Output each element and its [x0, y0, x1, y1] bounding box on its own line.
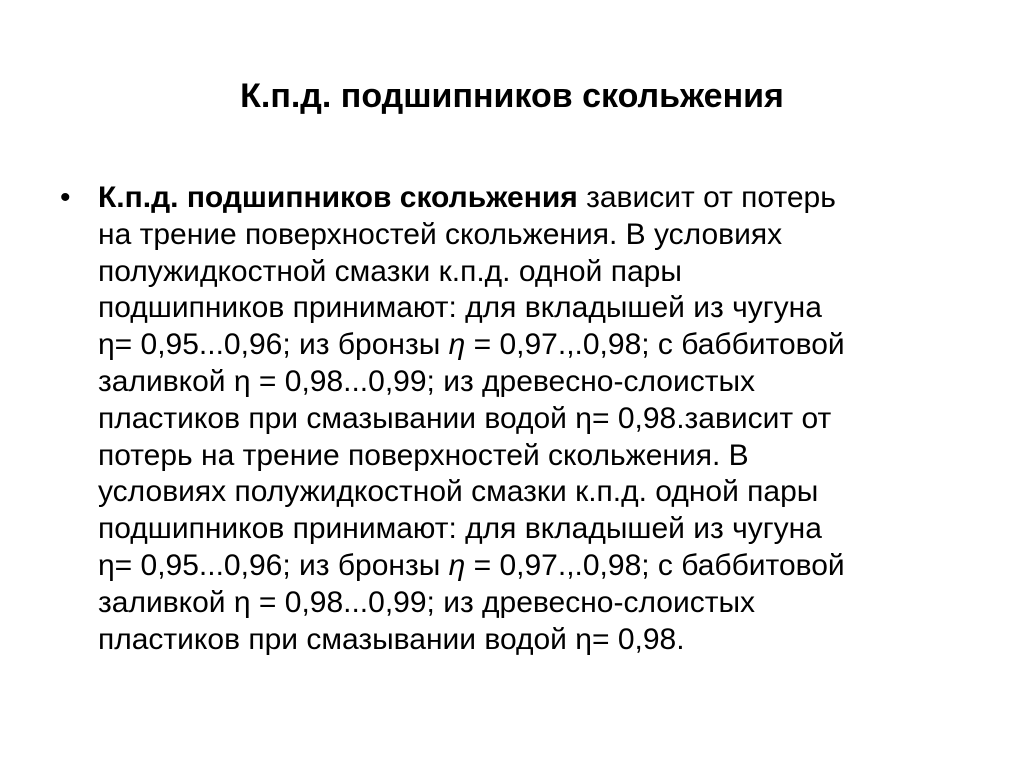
text-line: [98, 327, 960, 364]
text-line: потерь на трение поверхностей скольжения. В: [98, 438, 749, 472]
eta-symbol: η: [448, 328, 466, 362]
bullet-marker: •: [60, 181, 71, 214]
bullet-item: [60, 180, 960, 658]
eta-symbol: η: [448, 548, 466, 582]
text-line: [98, 548, 960, 585]
line-text: η= 0,95...0,96; из бронзы: [98, 548, 449, 582]
text-line: заливкой η = 0,98...0,99; из древесно-слоистых: [98, 585, 756, 619]
line-tail: = 0,97.,.0,98; с баббитовой: [465, 328, 845, 362]
text-line: пластиков при смазывании водой η= 0,98.: [98, 622, 685, 656]
line-text: зависит от потерь: [577, 181, 836, 214]
line-tail: = 0,97.,.0,98; с баббитовой: [465, 548, 845, 582]
bullet-text: [98, 180, 960, 658]
line-text: η= 0,95...0,96; из бронзы: [98, 328, 449, 362]
text-line: на трение поверхностей скольжения. В условиях: [98, 217, 783, 251]
text-line: полужидкостной смазки к.п.д. одной пары: [98, 254, 682, 288]
slide-body: [60, 180, 960, 658]
text-line: заливкой η = 0,98...0,99; из древесно-слоистых: [98, 364, 756, 398]
text-line: подшипников принимают: для вкладышей из чугуна: [98, 512, 822, 546]
slide-title: К.п.д. подшипников скольжения: [240, 77, 784, 115]
text-line: пластиков при смазывании водой η= 0,98.зависит от: [98, 401, 832, 435]
text-line: подшипников принимают: для вкладышей из чугуна: [98, 291, 822, 325]
text-line: [98, 180, 960, 217]
text-line: условиях полужидкостной смазки к.п.д. одной пары: [98, 475, 819, 509]
bold-term: К.п.д. подшипников скольжения: [98, 181, 578, 214]
